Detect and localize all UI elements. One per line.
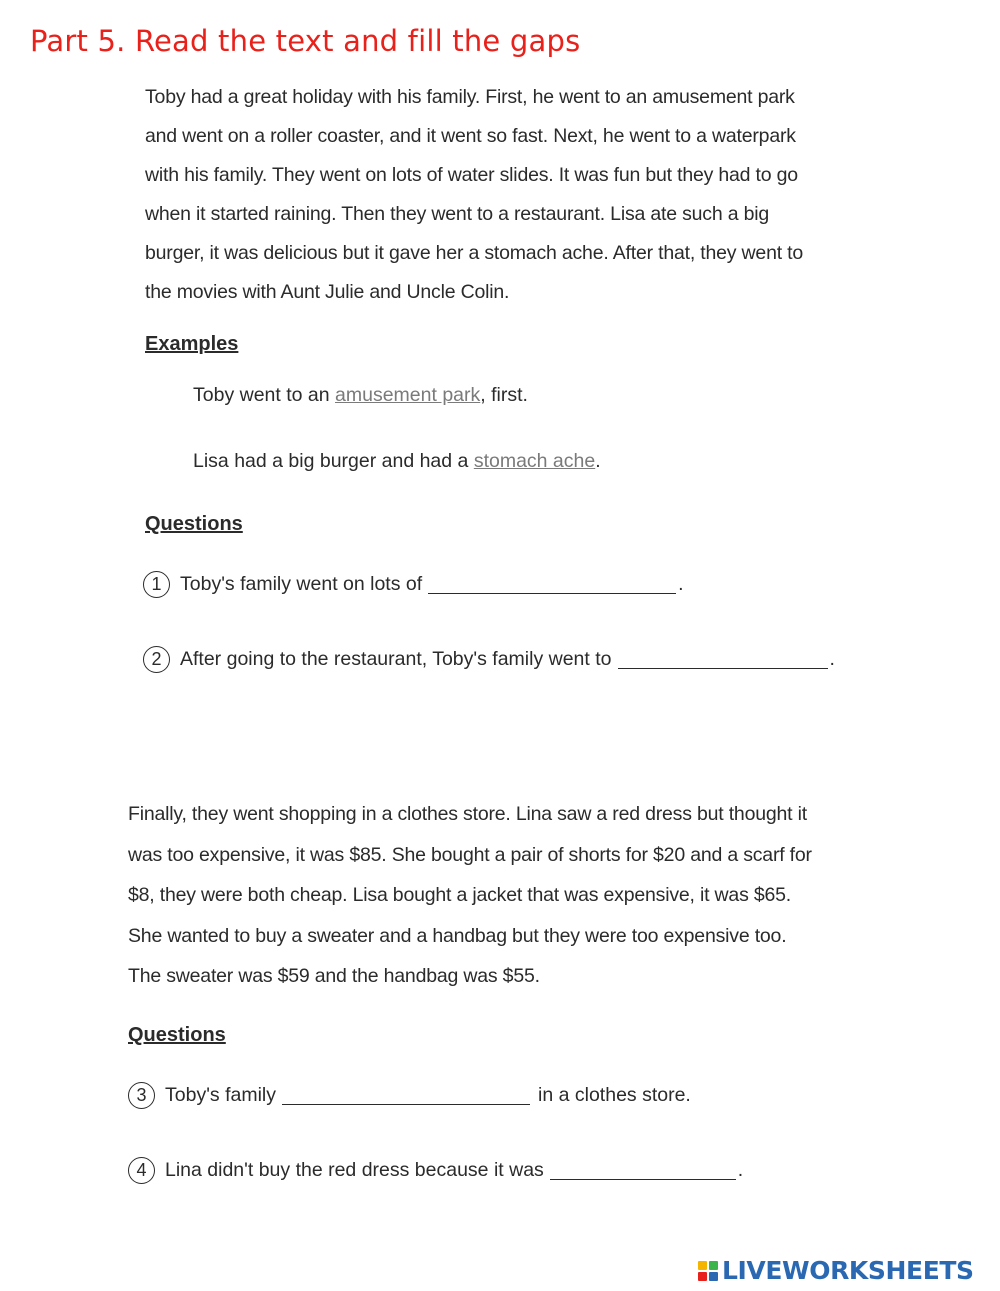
passage-line: The sweater was $59 and the handbag was $55. xyxy=(128,965,540,987)
question-text: After going to the restaurant, Toby's family went to xyxy=(180,648,612,670)
questions-heading-1: Questions xyxy=(145,513,243,535)
passage-line: She wanted to buy a sweater and a handbag but they were too expensive too. xyxy=(128,924,787,947)
logo-tile xyxy=(698,1261,707,1270)
example-2 xyxy=(193,450,601,473)
question-1 xyxy=(143,571,684,598)
questions-heading-2: Questions xyxy=(128,1024,226,1046)
answer-blank-2[interactable] xyxy=(618,650,828,669)
passage-line: Finally, they went shopping in a clothes store. Lina saw a red dress but thought it xyxy=(128,803,807,825)
passage-line: burger, it was delicious but it gave her a stomach ache. After that, they went to xyxy=(145,242,804,264)
question-text: Lina didn't buy the red dress because it was xyxy=(165,1159,544,1181)
question-number: 4 xyxy=(128,1157,155,1184)
passage-line: with his family. They went on lots of water slides. It was fun but they had to go xyxy=(145,164,798,186)
passage-line: and went on a roller coaster, and it went so fast. Next, he went to a waterpark xyxy=(145,125,796,147)
example-answer: amusement park xyxy=(335,384,481,406)
logo-tile xyxy=(709,1272,718,1281)
question-text: Toby's family xyxy=(165,1084,277,1106)
answer-blank-1[interactable] xyxy=(428,575,676,594)
answer-blank-4[interactable] xyxy=(550,1161,736,1180)
example-text: , first. xyxy=(480,384,528,406)
question-text-end: in a clothes store. xyxy=(538,1084,691,1106)
logo-icon xyxy=(698,1261,718,1281)
liveworksheets-logo xyxy=(698,1256,974,1285)
brand-name: LIVEWORKSHEETS xyxy=(722,1256,974,1285)
question-number: 1 xyxy=(143,571,170,598)
passage-line: $8, they were both cheap. Lisa bought a jacket that was expensive, it was $65. xyxy=(128,884,791,906)
question-text-end: . xyxy=(829,648,835,670)
question-number: 2 xyxy=(143,646,170,673)
example-text: . xyxy=(595,450,601,472)
logo-tile xyxy=(698,1272,707,1281)
example-text: Toby went to an xyxy=(193,384,336,406)
question-4 xyxy=(128,1157,743,1184)
question-text: Toby's family went on lots of xyxy=(180,573,423,595)
question-3 xyxy=(128,1082,691,1109)
reading-passage-2 xyxy=(128,794,812,997)
examples-heading: Examples xyxy=(145,333,239,355)
reading-passage-1 xyxy=(145,78,803,312)
example-text: Lisa had a big burger and had a xyxy=(193,450,474,472)
example-answer: stomach ache xyxy=(473,450,596,472)
question-text-end: . xyxy=(737,1159,744,1181)
passage-line: Toby had a great holiday with his family. First, he went to an amusement park xyxy=(145,86,795,108)
passage-line: when it started raining. Then they went to a restaurant. Lisa ate such a big xyxy=(145,203,769,225)
question-2 xyxy=(143,646,835,673)
answer-blank-3[interactable] xyxy=(282,1086,530,1105)
passage-line: the movies with Aunt Julie and Uncle Colin. xyxy=(145,281,510,303)
example-1 xyxy=(193,384,528,407)
page-title: Part 5. Read the text and fill the gaps xyxy=(30,24,581,58)
question-number: 3 xyxy=(128,1082,155,1109)
question-text-end: . xyxy=(678,573,684,595)
logo-tile xyxy=(709,1261,718,1270)
passage-line: was too expensive, it was $85. She bought a pair of shorts for $20 and a scarf for xyxy=(128,843,812,866)
